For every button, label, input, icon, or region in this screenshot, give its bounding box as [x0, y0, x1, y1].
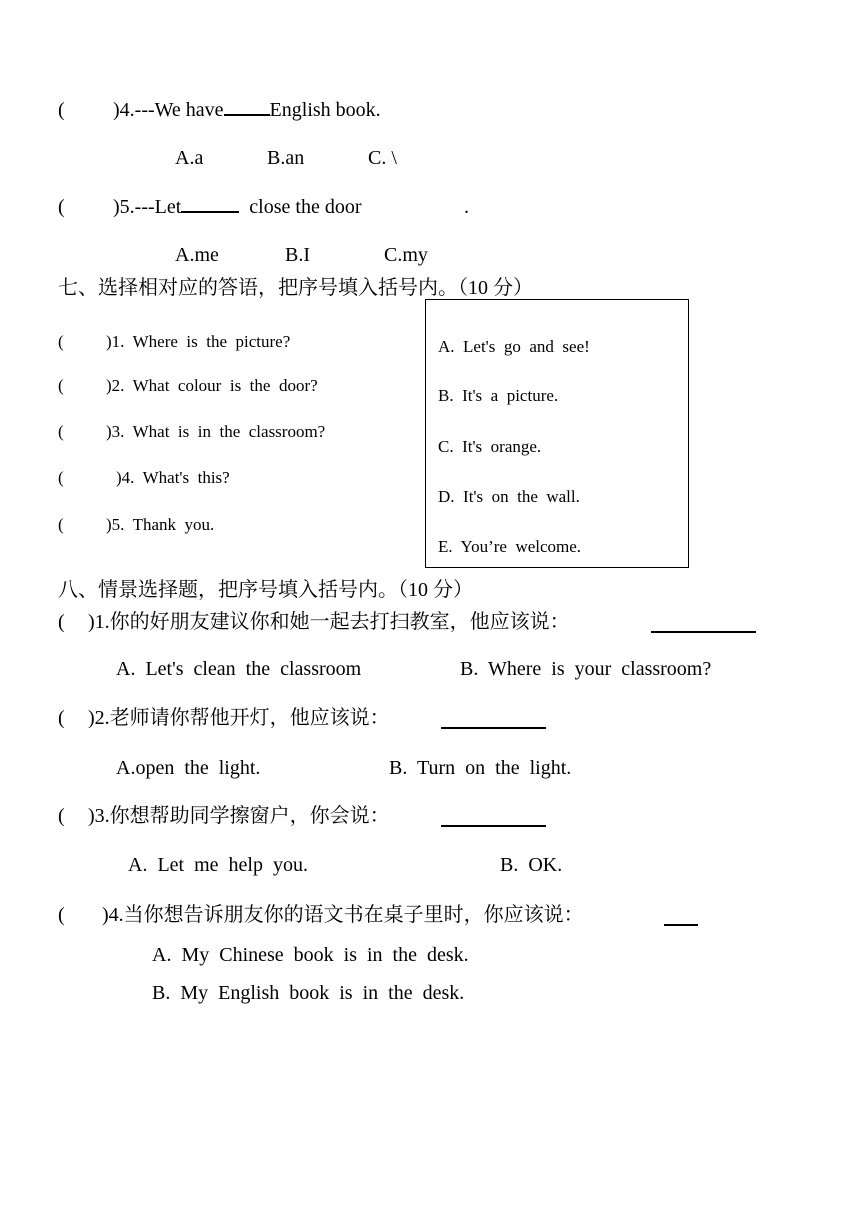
s8-q2-answer-blank[interactable] — [441, 727, 546, 729]
s7-q5-text: )5. Thank you. — [106, 515, 215, 534]
s8-q3-text: )3.你想帮助同学擦窗户，你会说： — [88, 805, 390, 827]
q4-option-a: A.a — [175, 147, 204, 169]
s8-q1-answer-blank[interactable] — [651, 631, 756, 633]
s7-q1-paren: ( — [58, 332, 64, 351]
answer-c: C. It's orange. — [438, 437, 542, 456]
q4-option-c: C. \ — [368, 147, 397, 169]
q5-option-c: C.my — [384, 244, 428, 266]
s7-q1-text: )1. Where is the picture? — [106, 332, 291, 351]
s7-q4-text: )4. What's this? — [116, 468, 230, 487]
q5-paren: ( — [58, 196, 65, 218]
s8-q2-option-b: B. Turn on the light. — [389, 757, 572, 779]
s8-q2-text: )2.老师请你帮他开灯，他应该说： — [88, 707, 390, 729]
s8-q2-option-a: A.open the light. — [116, 757, 261, 779]
q4-answer-blank[interactable] — [224, 113, 270, 116]
section7-title: 七、选择相对应的答语，把序号填入括号内。（10 分） — [58, 277, 533, 299]
answer-e: E. You’re welcome. — [438, 537, 582, 556]
q5-stem-text2: close the door — [249, 196, 362, 218]
s8-q4-option-b: B. My English book is in the desk. — [152, 982, 465, 1004]
s8-q4-answer-blank[interactable] — [664, 924, 698, 926]
s8-q3-answer-blank[interactable] — [441, 825, 546, 827]
s8-q4-paren: ( — [58, 904, 65, 926]
answer-b: B. It's a picture. — [438, 386, 559, 405]
q5-option-b: B.I — [285, 244, 310, 266]
q4-option-b: B.an — [267, 147, 305, 169]
q4-paren: ( — [58, 99, 65, 121]
q4-stem-text1: )4.---We have — [113, 99, 224, 121]
s7-q3-text: )3. What is in the classroom? — [106, 422, 326, 441]
q4-stem-text2: English book. — [269, 99, 381, 121]
q5-answer-blank[interactable] — [181, 210, 239, 213]
q5-option-a: A.me — [175, 244, 219, 266]
s8-q4-option-a: A. My Chinese book is in the desk. — [152, 944, 469, 966]
s8-q2-paren: ( — [58, 707, 65, 729]
answer-d: D. It's on the wall. — [438, 487, 580, 506]
q5-stem-text1: )5.---Let — [113, 196, 182, 218]
s8-q1-option-b: B. Where is your classroom? — [460, 658, 712, 680]
s7-q2-text: )2. What colour is the door? — [106, 376, 318, 395]
s8-q3-option-a: A. Let me help you. — [128, 854, 308, 876]
q4-stem — [113, 100, 381, 120]
answer-a: A. Let's go and see! — [438, 337, 590, 356]
section8-title: 八、情景选择题，把序号填入括号内。（10 分） — [58, 579, 473, 601]
s7-q4-paren: ( — [58, 468, 64, 487]
s8-q1-option-a: A. Let's clean the classroom — [116, 658, 362, 680]
s7-q5-paren: ( — [58, 515, 64, 534]
q5-period: . — [464, 196, 469, 218]
s8-q3-paren: ( — [58, 805, 65, 827]
s8-q1-text: )1.你的好朋友建议你和她一起去打扫教室，他应该说： — [88, 611, 570, 633]
s8-q1-paren: ( — [58, 611, 65, 633]
s7-q3-paren: ( — [58, 422, 64, 441]
s8-q4-text: )4.当你想告诉朋友你的语文书在桌子里时，你应该说： — [102, 904, 584, 926]
q5-stem — [113, 197, 361, 217]
s7-q2-paren: ( — [58, 376, 64, 395]
s8-q3-option-b: B. OK. — [500, 854, 563, 876]
